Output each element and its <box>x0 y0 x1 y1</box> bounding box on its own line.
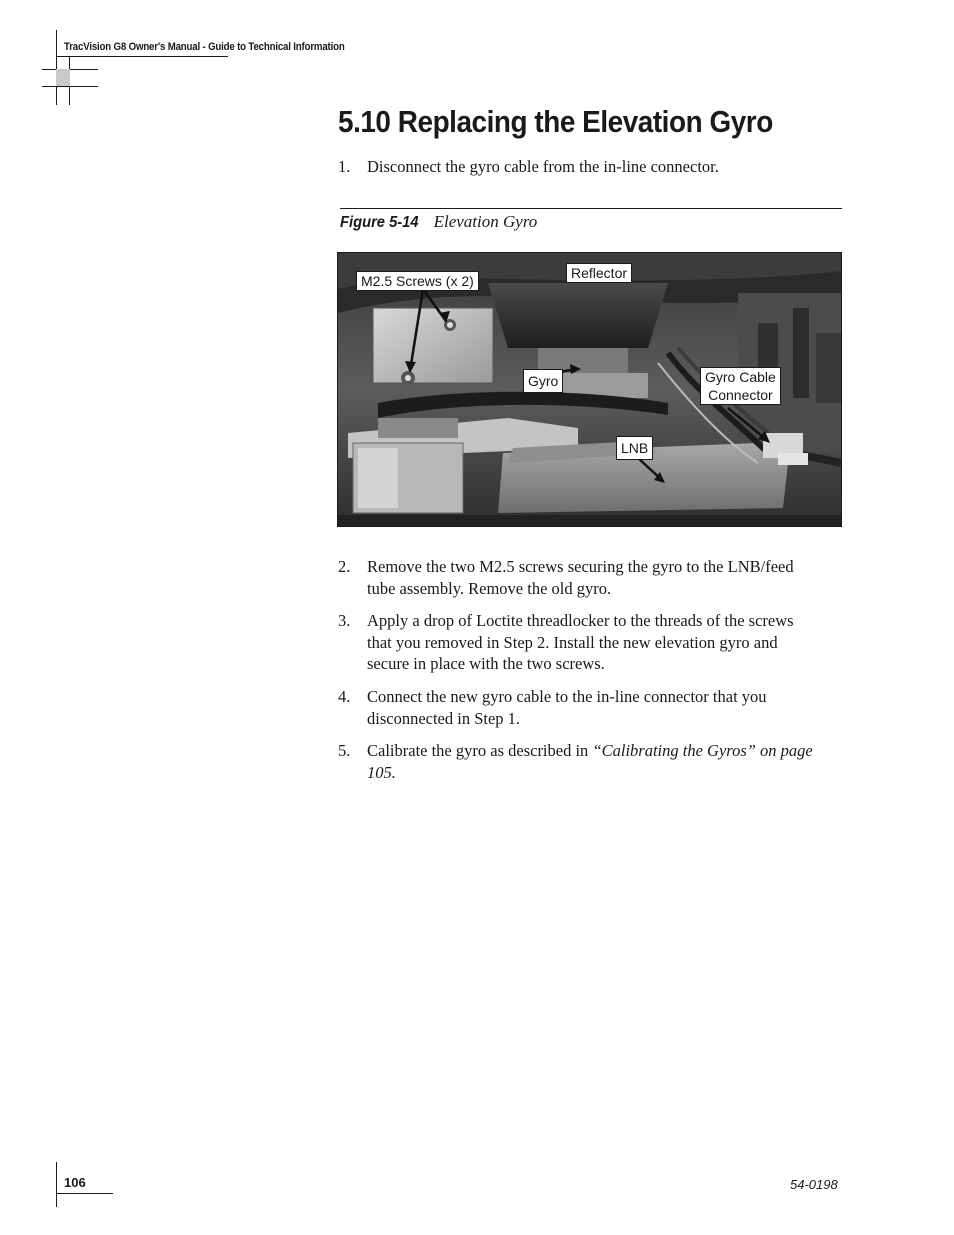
step-number: 1. <box>338 157 351 176</box>
crop-mark <box>42 69 98 70</box>
footer-rule <box>56 1193 113 1194</box>
figure-label: Figure 5-14 <box>340 214 419 231</box>
crop-mark <box>42 86 98 87</box>
callout-gyro-cable-connector <box>700 367 781 405</box>
crop-mark <box>56 1162 57 1207</box>
crop-mark <box>56 30 57 105</box>
step-text: Disconnect the gyro cable from the in-line connector. <box>367 157 719 176</box>
step-number: 5. <box>338 741 351 760</box>
step-text <box>367 740 817 783</box>
elevation-gyro-photo <box>337 252 842 527</box>
step-text: Remove the two M2.5 screws securing the gyro to the LNB/feed tube assembly. Remove the old gyro. <box>367 557 794 598</box>
header-rule <box>56 56 228 57</box>
section-title: 5.10 Replacing the Elevation Gyro <box>338 104 773 139</box>
step-text: Connect the new gyro cable to the in-line connector that you disconnected in Step 1. <box>367 687 767 728</box>
figure-caption <box>340 212 537 232</box>
callout-connector-line1: Gyro Cable <box>705 369 776 385</box>
figure-name: Elevation Gyro <box>433 212 538 231</box>
cross-reference-link[interactable]: “Calibrating the Gyros” on page 105. <box>367 741 813 782</box>
step-text: Apply a drop of Loctite threadlocker to the threads of the screws that you removed in Step 2. Install the new elevation gyro and secure in place with the two screws. <box>367 611 794 673</box>
step-number: 4. <box>338 687 351 706</box>
figure-rule <box>340 208 842 209</box>
step-number: 2. <box>338 557 351 576</box>
step-number: 3. <box>338 611 351 630</box>
callout-screws: M2.5 Screws (x 2) <box>356 271 479 291</box>
callout-lnb: LNB <box>616 436 653 460</box>
callout-connector-line2: Connector <box>708 387 773 403</box>
crop-box <box>56 69 70 86</box>
step-text-main: Calibrate the gyro as described in <box>367 741 593 760</box>
callout-reflector: Reflector <box>566 263 632 283</box>
running-header: TracVision G8 Owner's Manual - Guide to Technical Information <box>64 41 345 53</box>
document-number: 54-0198 <box>790 1177 838 1192</box>
page-number: 106 <box>64 1175 86 1190</box>
callout-gyro: Gyro <box>523 369 563 393</box>
